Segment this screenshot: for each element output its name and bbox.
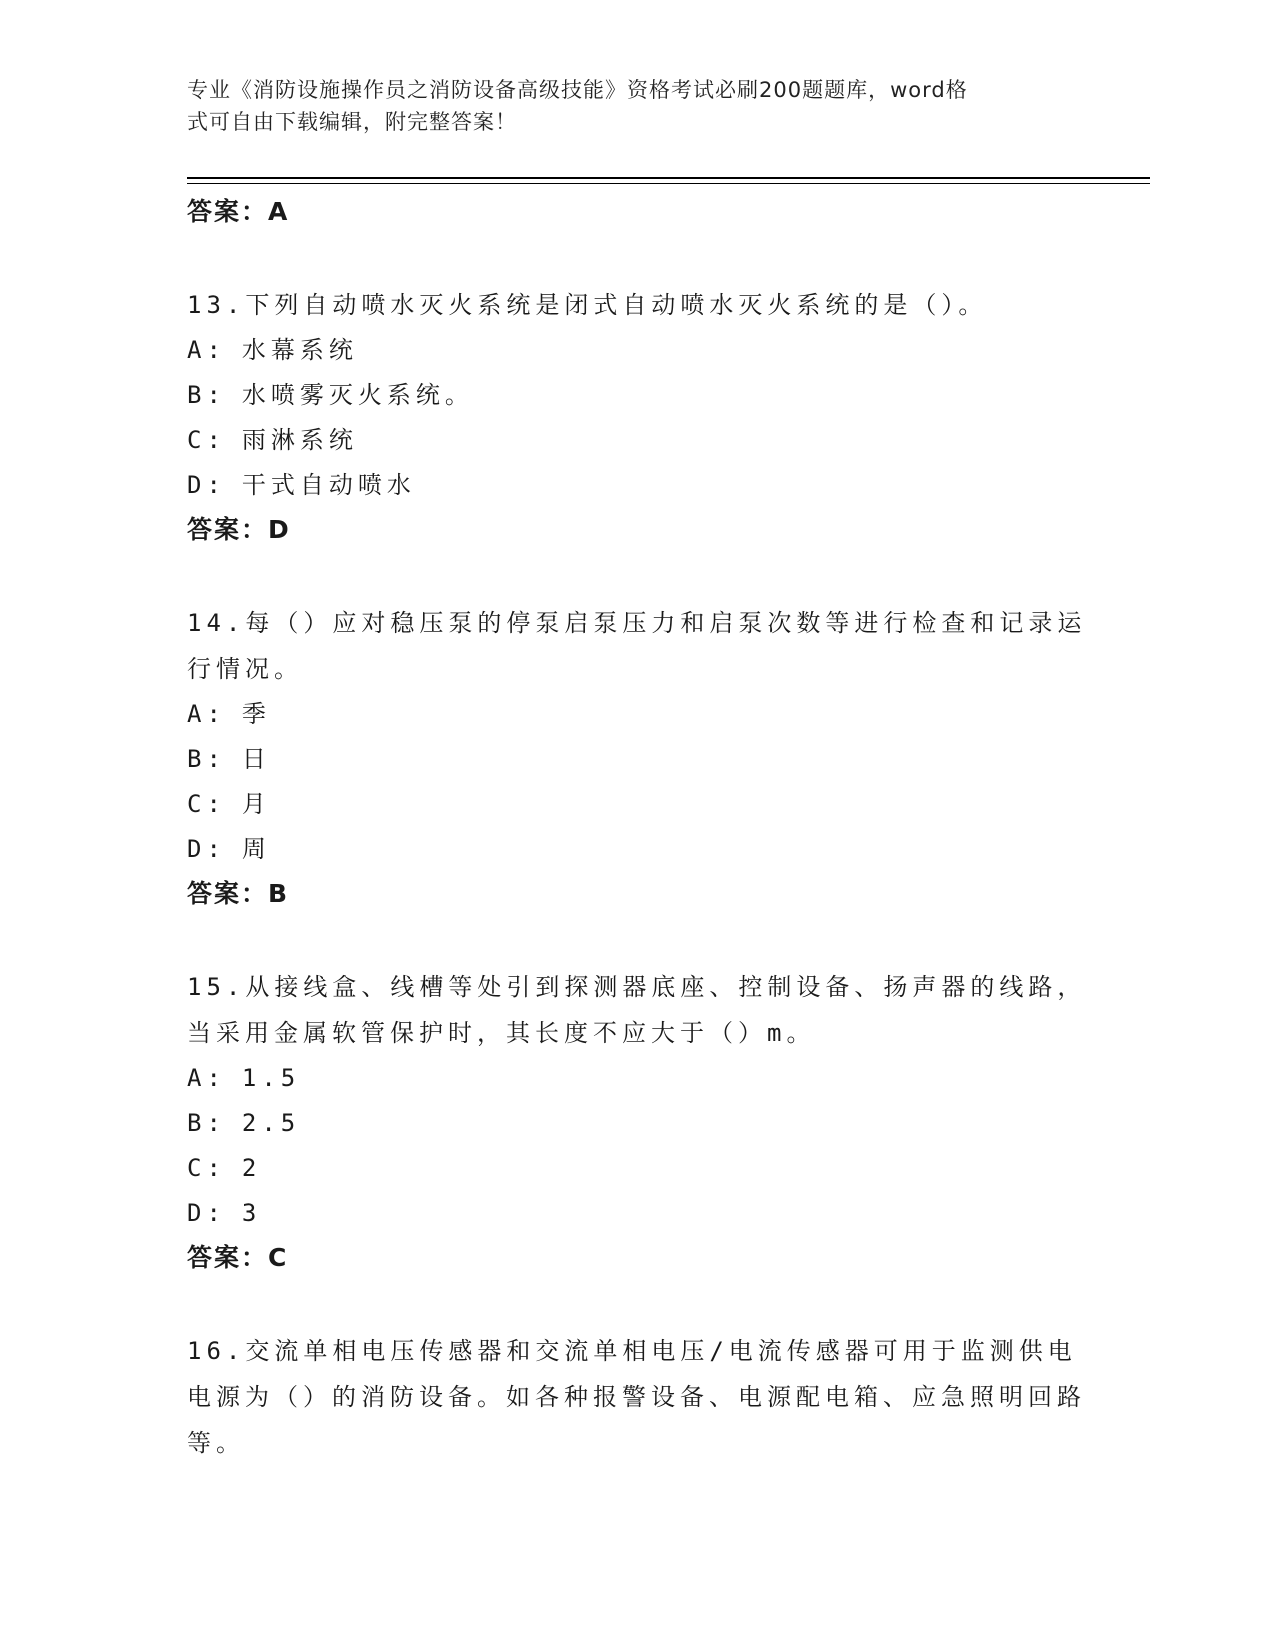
question-list	[187, 190, 1087, 1466]
question-block	[187, 1328, 1087, 1466]
option-row	[187, 692, 1087, 737]
option-row	[187, 1191, 1087, 1236]
answer-line: 答案：B	[187, 879, 290, 908]
header-divider-thick	[187, 177, 1150, 179]
option-key: B:	[187, 381, 226, 409]
answer-line: 答案：D	[187, 515, 291, 544]
option-key: D:	[187, 471, 226, 499]
option-row	[187, 1146, 1087, 1191]
option-row	[187, 1101, 1087, 1146]
option-text: 月	[241, 790, 271, 818]
option-key: C:	[187, 426, 226, 454]
option-row	[187, 737, 1087, 782]
option-key: A:	[187, 336, 226, 364]
option-text: 水喷雾灭火系统。	[241, 381, 474, 409]
option-key: A:	[187, 700, 226, 728]
option-key: D:	[187, 1199, 226, 1227]
option-text: 干式自动喷水	[241, 471, 416, 499]
question-stem: 15.从接线盒、线槽等处引到探测器底座、控制设备、扬声器的线路，当采用金属软管保护时，其长度不应大于（）m。	[187, 973, 1087, 1047]
question-stem: 16.交流单相电压传感器和交流单相电压/电流传感器可用于监测供电电源为（）的消防设备。如各种报警设备、电源配电箱、应急照明回路等。	[187, 1337, 1086, 1457]
option-key: A:	[187, 1064, 226, 1092]
option-row	[187, 463, 1087, 508]
option-row	[187, 373, 1087, 418]
question-block	[187, 964, 1087, 1280]
option-row	[187, 418, 1087, 463]
option-key: B:	[187, 745, 226, 773]
option-row	[187, 328, 1087, 373]
option-row	[187, 782, 1087, 827]
option-text: 季	[241, 700, 271, 728]
option-text: 雨淋系统	[241, 426, 358, 454]
question-stem: 13.下列自动喷水灭火系统是闭式自动喷水灭火系统的是（）。	[187, 291, 988, 319]
option-text: 日	[241, 745, 271, 773]
option-key: C:	[187, 1154, 226, 1182]
option-text: 2	[241, 1154, 262, 1182]
header-line-2: 式可自由下载编辑，附完整答案！	[187, 110, 517, 134]
question-block	[187, 282, 1087, 552]
question-stem: 14.每（）应对稳压泵的停泵启泵压力和启泵次数等进行检查和记录运行情况。	[187, 609, 1087, 683]
answer-line: 答案：C	[187, 1243, 289, 1272]
option-text: 水幕系统	[241, 336, 358, 364]
option-key: C:	[187, 790, 226, 818]
option-text: 2.5	[241, 1109, 301, 1137]
option-text: 3	[241, 1199, 262, 1227]
option-key: D:	[187, 835, 226, 863]
header-line-1: 专业《消防设施操作员之消防设备高级技能》资格考试必刷200题题库，word格	[187, 78, 968, 102]
option-text: 周	[241, 835, 271, 863]
answer-line: 答案：A	[187, 197, 290, 226]
document-header	[187, 74, 1067, 138]
question-block	[187, 600, 1087, 916]
header-divider-thin	[187, 183, 1150, 184]
option-text: 1.5	[241, 1064, 301, 1092]
option-key: B:	[187, 1109, 226, 1137]
option-row	[187, 1056, 1087, 1101]
option-row	[187, 827, 1087, 872]
